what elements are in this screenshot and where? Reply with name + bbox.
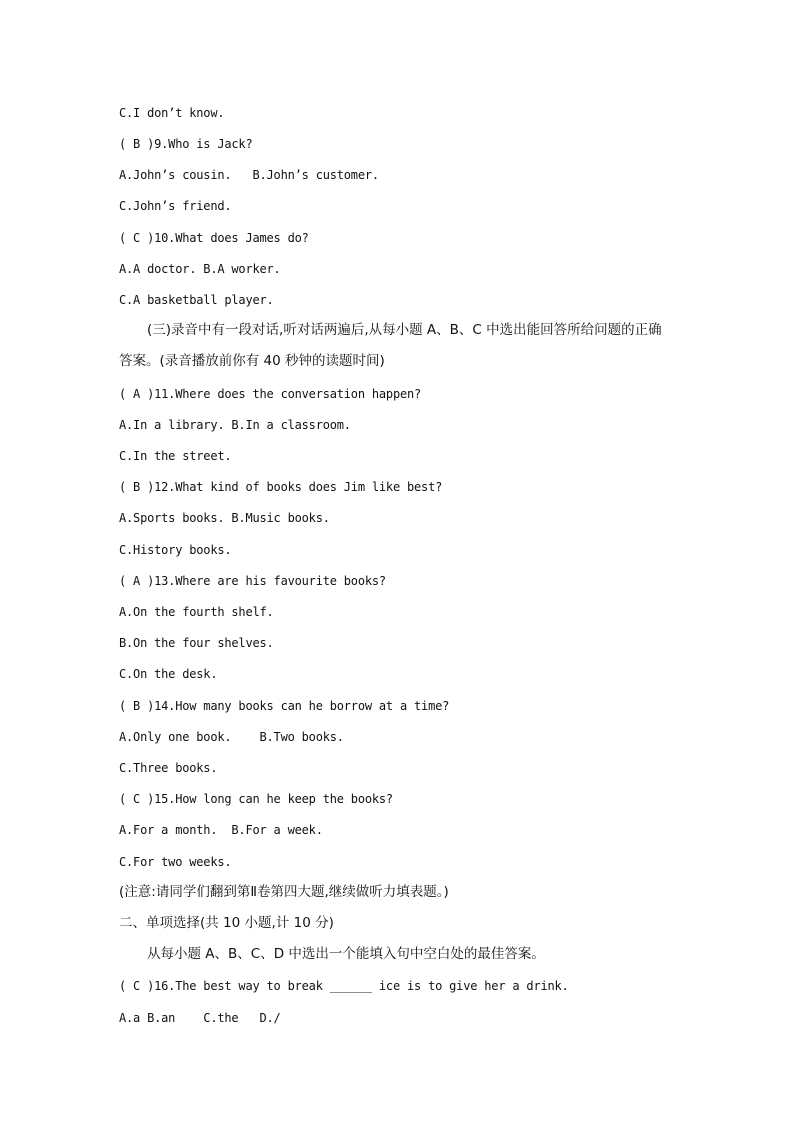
options-9ab: A.John’s cousin. B.John’s customer. [119,168,379,182]
options-10ab: A.A doctor. B.A worker. [119,262,281,276]
option-15c: C.For two weeks. [119,855,232,869]
section-3-instruction: (三)录音中有一段对话,听对话两遍后,从每小题 A、B、C 中选出能回答所给问题的正确 [147,322,662,338]
option-13a: A.On the fourth shelf. [119,605,274,619]
options-14ab: A.Only one book. B.Two books. [119,730,344,744]
option-9c: C.John’s friend. [119,199,232,213]
question-13: ( A )13.Where are his favourite books? [119,574,386,588]
note-turn-page: (注意:请同学们翻到第Ⅱ卷第四大题,继续做听力填表题。) [119,884,449,900]
options-16: A.a B.an C.the D./ [119,1011,281,1025]
option-13b: B.On the four shelves. [119,636,274,650]
question-16: ( C )16.The best way to break ______ ice is to give her a drink. [119,979,569,993]
options-12ab: A.Sports books. B.Music books. [119,511,330,525]
section-3-instruction-cont: 答案。(录音播放前你有 40 秒钟的读题时间) [119,353,385,369]
option-13c: C.On the desk. [119,667,218,681]
option-12c: C.History books. [119,543,232,557]
option-10c: C.A basketball player. [119,293,274,307]
question-14: ( B )14.How many books can he borrow at a time? [119,699,450,713]
question-12: ( B )12.What kind of books does Jim like best? [119,480,443,494]
section-2-heading: 二、单项选择(共 10 小题,计 10 分) [119,915,334,931]
section-2-instruction: 从每小题 A、B、C、D 中选出一个能填入句中空白处的最佳答案。 [147,946,545,962]
question-10: ( C )10.What does James do? [119,231,309,245]
option-8c: C.I don’t know. [119,106,225,120]
option-14c: C.Three books. [119,761,218,775]
question-11: ( A )11.Where does the conversation happen? [119,387,422,401]
option-11c: C.In the street. [119,449,232,463]
options-11ab: A.In a library. B.In a classroom. [119,418,351,432]
question-15: ( C )15.How long can he keep the books? [119,792,393,806]
question-9: ( B )9.Who is Jack? [119,137,253,151]
options-15ab: A.For a month. B.For a week. [119,823,323,837]
